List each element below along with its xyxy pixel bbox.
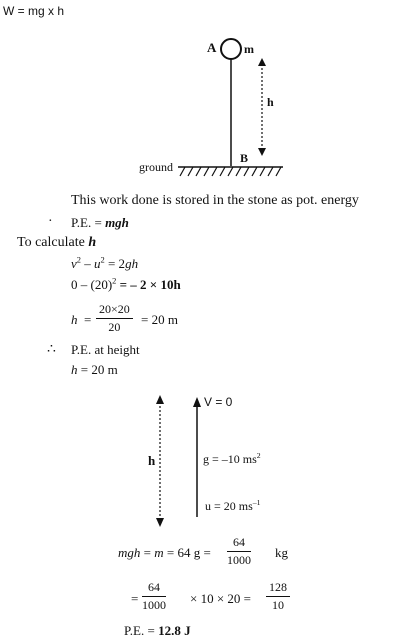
h-arrow-up [156, 395, 164, 404]
calc-heading [17, 235, 96, 251]
equation-2 [71, 277, 181, 293]
eq3-den: 20 [108, 320, 121, 334]
final-result [124, 623, 191, 639]
calc2-fraction-3 [266, 580, 290, 613]
calc2-den2: 1000 [142, 598, 166, 612]
calc2-num2: 64 [142, 580, 166, 597]
calc2-times: × 10 × 20 = [190, 591, 251, 606]
eq3-fraction [96, 302, 133, 335]
eq1-v: v [71, 256, 77, 271]
height-arrow-up [258, 58, 266, 66]
therefore-symbol: ∴ [47, 342, 56, 357]
final-value: 12.8 J [158, 623, 191, 638]
h-result-var: h [71, 362, 78, 377]
calc2-unit: kg [275, 545, 288, 560]
label-initial-velocity [205, 499, 261, 514]
eq1-u: u [94, 256, 101, 271]
h-arrow-down [156, 518, 164, 527]
eq3-eq-sign: = [84, 312, 92, 327]
velocity-arrow-head [193, 397, 201, 407]
stored-energy-line: This work done is stored in the stone as pot. energy [71, 193, 359, 208]
label-a: A [207, 40, 217, 55]
eq1-g: g [125, 256, 132, 271]
pe-formula: mgh [105, 215, 129, 230]
eq1-h: h [131, 256, 139, 271]
h-result-rest: = 20 m [77, 362, 118, 377]
label-h-1: h [267, 95, 274, 109]
header-formula: W = mg x h [3, 4, 65, 18]
calc-var: h [88, 235, 97, 250]
calc2-den3: 10 [272, 598, 284, 612]
eq2-rest: = – 2 × 10h [116, 277, 181, 292]
calc-prefix: To calculate [17, 235, 89, 250]
label-v-zero: V = 0 [204, 395, 233, 409]
calc2-m: m [154, 545, 164, 560]
calc2-num3: 128 [266, 580, 290, 597]
eq1-eq: = 2 [104, 256, 126, 271]
label-u-exp: –1 [252, 498, 261, 507]
calc2-lhs: mgh [118, 545, 141, 560]
pe-at-height: P.E. at height [71, 342, 140, 357]
equation-1 [71, 256, 138, 272]
calc2-eq2: = [131, 591, 139, 606]
final-prefix: P.E. = [124, 623, 159, 638]
eq3-rhs: = 20 m [141, 312, 178, 327]
label-m: m [244, 42, 254, 56]
eq1-u-exp: 2 [100, 254, 105, 265]
label-h-2: h [148, 453, 156, 468]
calc2-fraction-2 [142, 580, 166, 613]
eq2-prefix: 0 – (20) [71, 277, 113, 292]
label-u-text: u = 20 ms [205, 499, 253, 513]
pe-line [47, 215, 129, 231]
calc2-mid: = 64 g = [163, 545, 211, 560]
eq2-exp: 2 [112, 275, 117, 286]
eq3-lhs: h [71, 312, 78, 327]
label-g-exp: 2 [256, 451, 261, 460]
label-g-text: g = –10 ms [203, 452, 257, 466]
calc2-fraction-1 [227, 535, 251, 568]
height-arrow-down [258, 148, 266, 156]
eq3-num: 20×20 [96, 302, 133, 319]
pe-prefix: P.E. = [71, 215, 106, 230]
eq1-v-exp: 2 [76, 254, 81, 265]
eq1-minus: – [81, 256, 94, 271]
calc2-den1: 1000 [227, 553, 251, 567]
stone-ball [221, 39, 241, 59]
calc2-line1 [118, 545, 211, 561]
label-b: B [240, 151, 249, 165]
h-result [71, 362, 118, 378]
label-ground: ground [139, 160, 173, 174]
bullet-dot: · [48, 214, 53, 229]
label-gravity [203, 452, 261, 467]
calc2-eq: = [140, 545, 155, 560]
calc2-num1: 64 [227, 535, 251, 552]
ground-hatching [180, 167, 281, 176]
